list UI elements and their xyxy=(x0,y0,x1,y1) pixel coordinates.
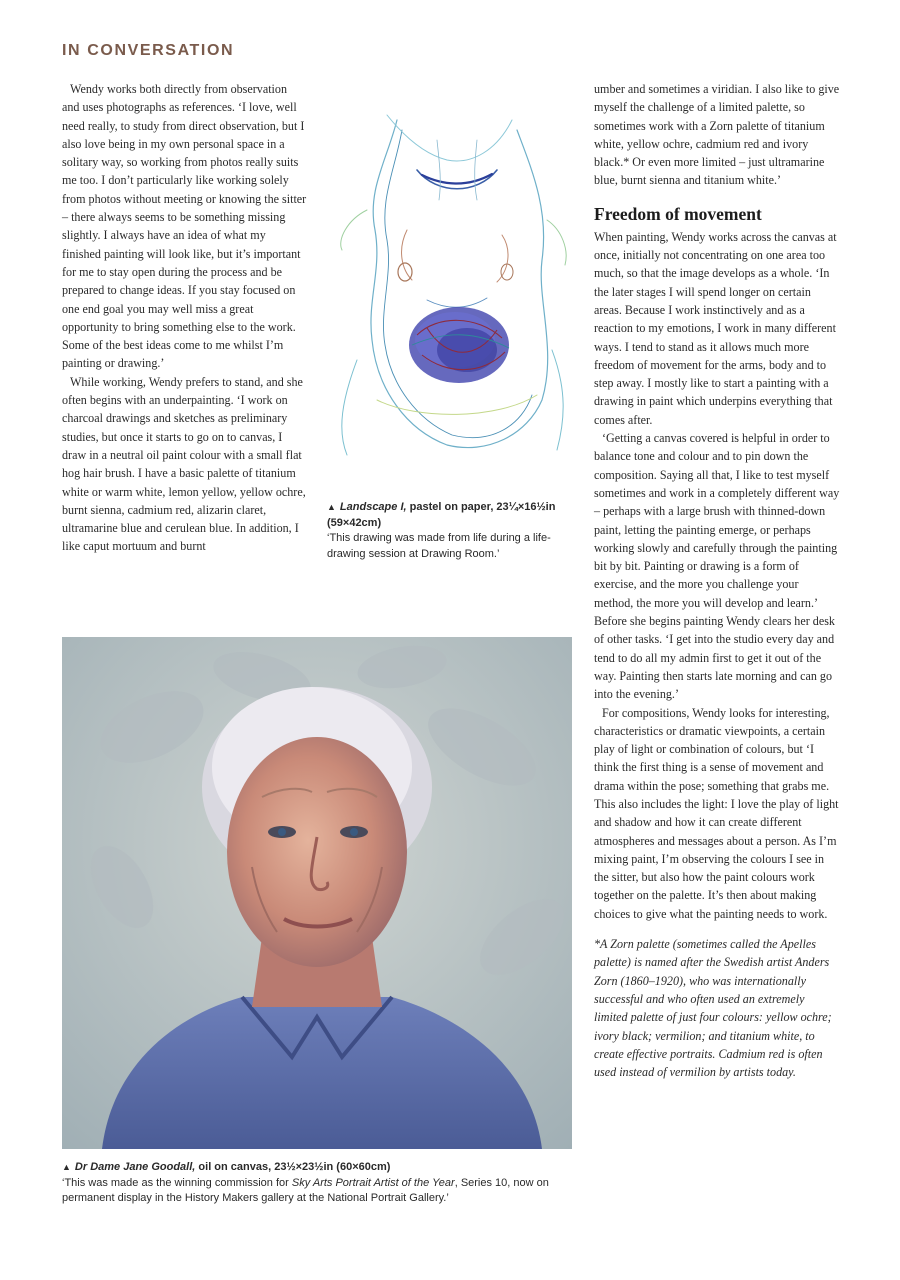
caption-title: Dr Dame Jane Goodall, xyxy=(74,1161,196,1173)
paragraph: ‘Getting a canvas covered is helpful in order to balance tone and colour and to pin down the composition. Saying all that, I like to test myself sometimes and work in a completely different way – perhaps with a large brush with thinned-down paint, letting the painting emerge, or perhaps working slowly and carefully through the painting bit by bit. Painting or drawing is a form of exercise, and the more you challenge your method, the more you will develop and learn.’ Before she begins painting Wendy clears her desk of other tasks. ‘I get into the studio every day and tend to do all my admin first to get it out of the way. Painting then starts late morning and can go into the evening.’ xyxy=(594,431,840,702)
paragraph: While working, Wendy prefers to stand, and she often begins with an underpainting. ‘I work on charcoal drawings and sketches as preliminary studies, but once it starts to go on to canvas, I draw in a neutral oil paint colour with a small flat hog hair brush. I have a basic palette of titanium white or warm white, lemon yellow, yellow ochre, burnt sienna, cadmium red, alizarin claret, ultramarine blue and cerulean blue. In addition, I like caput mortuum and burnt xyxy=(62,374,306,554)
landscape-drawing-image xyxy=(327,100,577,470)
caption-medium: oil on canvas, 23½×23½in (60×60cm) xyxy=(198,1161,391,1173)
text-column-right xyxy=(594,80,840,1081)
paragraph: Wendy works both directly from observation and uses photographs as references. ‘I love, well need really, to study from direct observation, but I also love being in my own personal space in a solitary way, so working from photos really suits me too. I don’t particularly like working solely from photos without meeting or knowing the sitter – there always seems to be something missing slightly. I always have an idea of what my finished painting will look like, but it’s important for me to stay open during the process and be prepared to change ideas. If you stay focused on one end goal you may well miss a great opportunity to bring something else to the work. Some of the best ideas come to me whilst I’m painting or drawing.’ xyxy=(62,82,307,371)
caption-marker-icon: ▲ xyxy=(62,1162,71,1172)
paragraph: umber and sometimes a viridian. I also like to give myself the challenge of a limited palette, so sometimes work with a Zorn palette of titanium white, yellow ochre, cadmium red and ivory black.* Or even more limited – just ultramarine blue, burnt sienna and titanium white.’ xyxy=(594,82,840,188)
drawing-caption xyxy=(327,500,567,562)
caption-text: ‘This was made as the winning commission for Sky Arts Portrait Artist of the Year, Series 10, now on permanent display in the History Makers gallery at the National Portrait Gallery.’ xyxy=(62,1176,549,1204)
paragraph: For compositions, Wendy looks for interesting, characteristics or dramatic viewpoints, a certain play of light or combination of colours, but ‘I think the first thing is a sense of movement and drama within the pose; something that grabs me. This also includes the light: I love the play of light and shadow and how it can create different atmospheres and messages about a person. As I’m mixing paint, I’m observing the colours I see in the sitter, but also how the paint colours work together on the palette. It’s then about making choices to give what the painting needs to work. xyxy=(594,705,839,921)
goodall-portrait-image xyxy=(62,637,572,1149)
subheading: Freedom of movement xyxy=(594,203,762,224)
caption-medium: pastel on paper, 23¼×16½in (59×42cm) xyxy=(327,501,556,529)
caption-text: ‘This drawing was made from life during a life-drawing session at Drawing Room.’ xyxy=(327,532,551,560)
portrait-caption xyxy=(62,1160,582,1207)
footnote: *A Zorn palette (sometimes called the Apelles palette) is named after the Swedish artist Anders Zorn (1860–1920), who was internationally successful and who often used an extremely limited palette of just four colours: yellow ochre; ivory black; vermilion; and titanium white, to create effective portraits. Cadmium red is often used instead of vermilion by artists today. xyxy=(594,937,832,1080)
section-label: IN CONVERSATION xyxy=(62,42,235,59)
caption-marker-icon: ▲ xyxy=(327,502,336,512)
paragraph: When painting, Wendy works across the canvas at once, initially not concentrating on one area too much, so that the image develops as a whole. ‘In the later stages I will spend longer on certain areas. Because I work instinctively and as a reaction to my emotions, I work in many different ways. I tend to stand as it allows much more freedom of movement for the arms, body and to step away. I mostly like to start a painting with a drawing in paint which underpins everything that comes after. xyxy=(594,229,837,427)
text-column-left xyxy=(62,80,307,556)
caption-title: Landscape I, xyxy=(339,501,407,513)
